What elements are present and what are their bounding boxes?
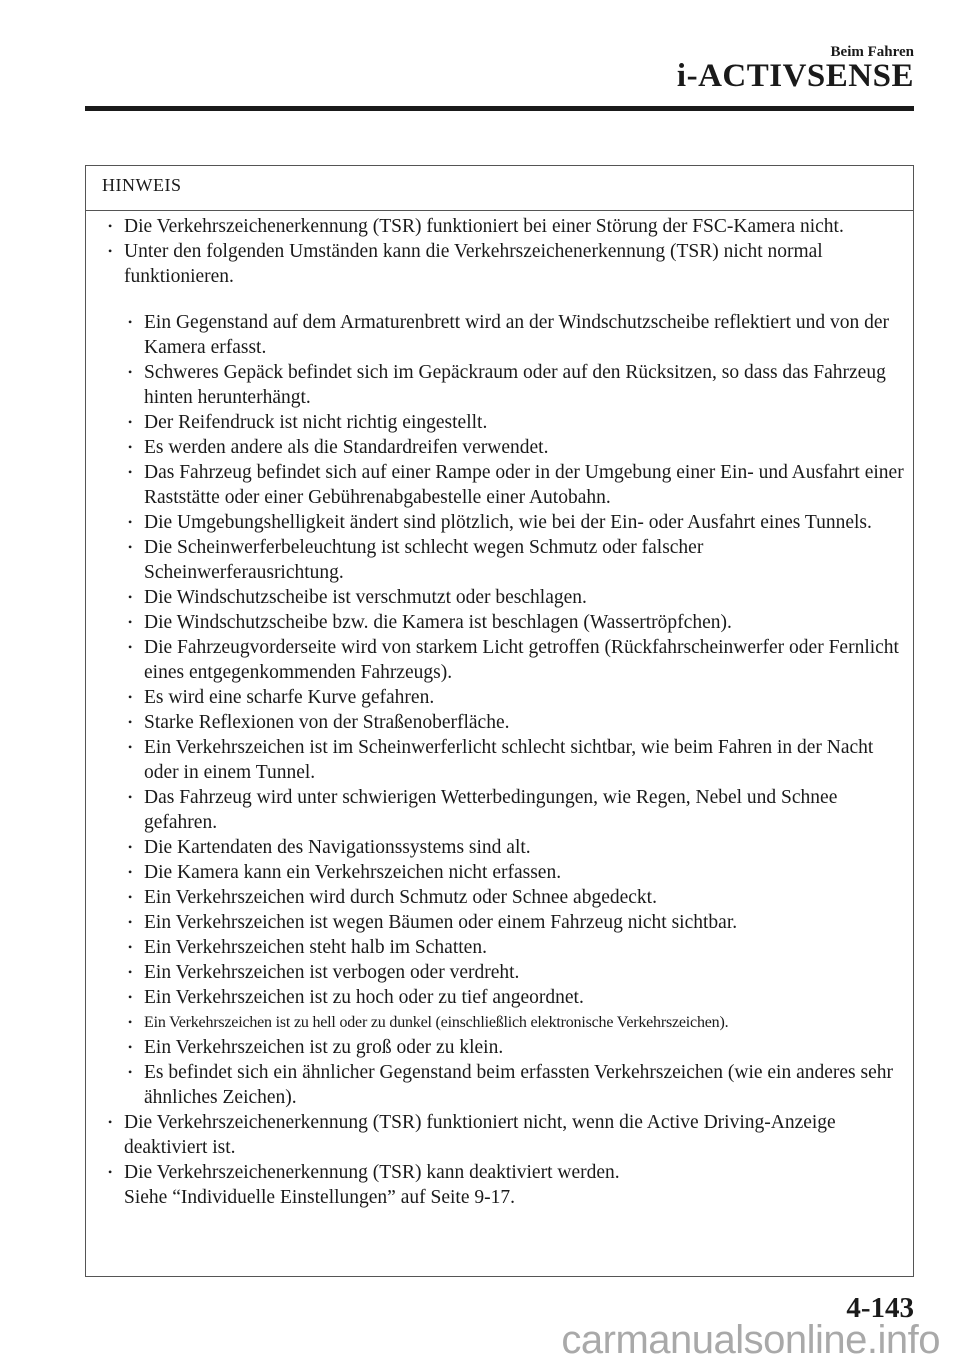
condition-item: • Die Umgebungshelligkeit ändert sind plötzlich, wie bei der Ein- oder Ausfahrt eines Tunnels.	[86, 510, 905, 535]
condition-item: • Ein Verkehrszeichen ist im Scheinwerferlicht schlecht sichtbar, wie beim Fahren in der Nacht oder in einem Tunnel.	[86, 735, 905, 785]
condition-item: • Die Windschutzscheibe bzw. die Kamera ist beschlagen (Wassertröpfchen).	[86, 610, 905, 635]
note-item	[86, 1160, 913, 1210]
condition-item: • Es werden andere als die Standardreifen verwendet.	[86, 435, 905, 460]
condition-item: • Ein Verkehrszeichen ist zu hell oder zu dunkel (einschließlich elektronische Verkehrszeichen).	[86, 1010, 905, 1035]
condition-item: • Das Fahrzeug wird unter schwierigen Wetterbedingungen, wie Regen, Nebel und Schnee gefahren.	[86, 785, 905, 835]
condition-item: • Ein Verkehrszeichen ist wegen Bäumen oder einem Fahrzeug nicht sichtbar.	[86, 910, 905, 935]
condition-item: • Die Kartendaten des Navigationssystems sind alt.	[86, 835, 905, 860]
section-title: Beim Fahren	[830, 44, 914, 60]
condition-item: • Starke Reflexionen von der Straßenoberfläche.	[86, 710, 905, 735]
note-item: • Die Verkehrszeichenerkennung (TSR) funktioniert bei einer Störung der FSC-Kamera nicht.	[86, 214, 913, 239]
note-heading: HINWEIS	[102, 175, 182, 195]
condition-item: • Die Fahrzeugvorderseite wird von starkem Licht getroffen (Rückfahrscheinwerfer oder Fernlicht eines entgegenkommenden Fahrzeugs).	[86, 635, 905, 685]
condition-item: • Die Scheinwerferbeleuchtung ist schlecht wegen Schmutz oder falscher Scheinwerferausrichtung.	[86, 535, 905, 585]
page-number: 4-143	[846, 1292, 914, 1324]
condition-item: • Ein Gegenstand auf dem Armaturenbrett wird an der Windschutzscheibe reflektiert und von der Kamera erfasst.	[86, 310, 905, 360]
condition-item: • Ein Verkehrszeichen steht halb im Schatten.	[86, 935, 905, 960]
condition-item: • Der Reifendruck ist nicht richtig eingestellt.	[86, 410, 905, 435]
watermark: carmanualsonline.info	[561, 1318, 940, 1362]
condition-item: • Ein Verkehrszeichen ist zu hoch oder zu tief angeordnet.	[86, 985, 905, 1010]
note-divider	[86, 210, 913, 211]
condition-item: • Es wird eine scharfe Kurve gefahren.	[86, 685, 905, 710]
note-body	[86, 214, 913, 1210]
header-rule	[85, 106, 914, 111]
condition-item: • Das Fahrzeug befindet sich auf einer Rampe oder in der Umgebung einer Ein- und Ausfahrt einer Raststätte oder einer Gebührenabgabestelle einer Autobahn.	[86, 460, 905, 510]
note-item-text: Unter den folgenden Umständen kann die Verkehrszeichenerkennung (TSR) nicht normal funktionieren.	[124, 241, 823, 287]
condition-item: • Es befindet sich ein ähnlicher Gegenstand beim erfassten Verkehrszeichen (wie ein anderes sehr ähnliches Zeichen).	[86, 1060, 905, 1110]
note-box	[85, 165, 914, 1277]
condition-item: • Ein Verkehrszeichen ist verbogen oder verdreht.	[86, 960, 905, 985]
note-item: • Die Verkehrszeichenerkennung (TSR) funktioniert nicht, wenn die Active Driving-Anzeige deaktiviert ist.	[86, 1110, 913, 1160]
condition-item: • Schweres Gepäck befindet sich im Gepäckraum oder auf den Rücksitzen, so dass das Fahrzeug hinten herunterhängt.	[86, 360, 905, 410]
condition-item: • Ein Verkehrszeichen wird durch Schmutz oder Schnee abgedeckt.	[86, 885, 905, 910]
note-item-text: Die Verkehrszeichenerkennung (TSR) kann deaktiviert werden.	[124, 1162, 620, 1183]
condition-item: • Die Windschutzscheibe ist verschmutzt oder beschlagen.	[86, 585, 905, 610]
condition-item: • Ein Verkehrszeichen ist zu groß oder zu klein.	[86, 1035, 905, 1060]
note-item	[86, 239, 913, 1110]
condition-list	[124, 310, 905, 1110]
page-reference: Siehe “Individuelle Einstellungen” auf Seite 9-17.	[124, 1187, 515, 1208]
condition-item: • Die Kamera kann ein Verkehrszeichen nicht erfassen.	[86, 860, 905, 885]
chapter-title: i-ACTIVSENSE	[676, 58, 914, 94]
note-list	[86, 214, 913, 1210]
